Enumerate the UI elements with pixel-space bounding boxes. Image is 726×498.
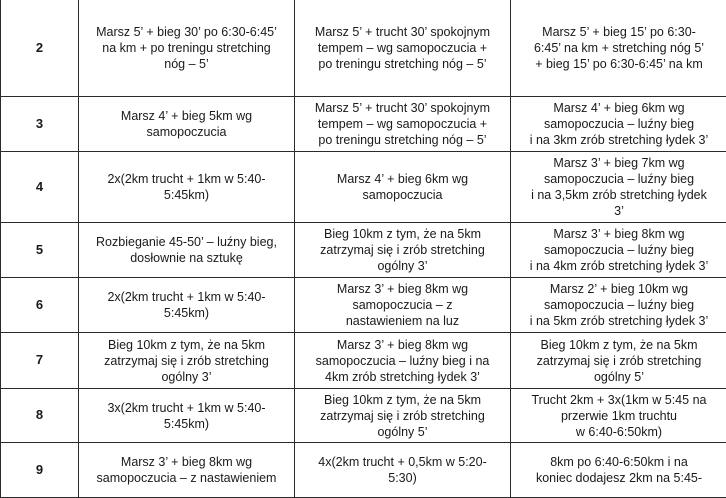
table-row <box>1 278 726 333</box>
training-cell: Marsz 3’ + bieg 8km wg samopoczucia – z nastawieniem <box>79 443 295 498</box>
week-number: 7 <box>1 333 79 389</box>
training-cell: Rozbieganie 45-50’ – luźny bieg, dosłownie na sztukę <box>79 223 295 278</box>
week-number: 4 <box>1 152 79 223</box>
week-number: 3 <box>1 97 79 152</box>
training-cell: Marsz 5’ + trucht 30’ spokojnym tempem – wg samopoczucia + po treningu stretching nóg – 5’ <box>295 97 511 152</box>
training-cell: Marsz 4’ + bieg 6km wg samopoczucia – luźny bieg i na 3km zrób stretching łydek 3’ <box>511 97 726 152</box>
week-number: 2 <box>1 0 79 97</box>
training-cell: Marsz 5’ + trucht 30’ spokojnym tempem – wg samopoczucia + po treningu stretching nóg – 5’ <box>295 0 511 97</box>
table-row <box>1 333 726 389</box>
training-cell: 2x(2km trucht + 1km w 5:40- 5:45km) <box>79 152 295 223</box>
training-cell: Bieg 10km z tym, że na 5km zatrzymaj się i zrób stretching ogólny 3’ <box>79 333 295 389</box>
training-cell: 4x(2km trucht + 0,5km w 5:20- 5:30) <box>295 443 511 498</box>
training-cell: Marsz 3’ + bieg 8km wg samopoczucia – luźny bieg i na 4km zrób stretching łydek 3’ <box>511 223 726 278</box>
training-cell: Marsz 5’ + bieg 15’ po 6:30- 6:45’ na km + stretching nóg 5’ + bieg 15’ po 6:30-6:45’ na km <box>511 0 726 97</box>
table-row <box>1 389 726 443</box>
training-cell: Bieg 10km z tym, że na 5km zatrzymaj się i zrób stretching ogólny 5’ <box>511 333 726 389</box>
training-cell: Marsz 4’ + bieg 5km wg samopoczucia <box>79 97 295 152</box>
training-cell: Marsz 3’ + bieg 7km wg samopoczucia – luźny bieg i na 3,5km zrób stretching łydek 3’ <box>511 152 726 223</box>
training-cell: Trucht 2km + 3x(1km w 5:45 na przerwie 1km truchtu w 6:40-6:50km) <box>511 389 726 443</box>
training-cell: Marsz 3’ + bieg 8km wg samopoczucia – z nastawieniem na luz <box>295 278 511 333</box>
training-cell: 2x(2km trucht + 1km w 5:40- 5:45km) <box>79 278 295 333</box>
week-number: 8 <box>1 389 79 443</box>
week-number: 6 <box>1 278 79 333</box>
training-cell: Marsz 5’ + bieg 30’ po 6:30-6:45’ na km + po treningu stretching nóg – 5’ <box>79 0 295 97</box>
table-row <box>1 0 726 97</box>
training-cell: Marsz 2’ + bieg 10km wg samopoczucia – luźny bieg i na 5km zrób stretching łydek 3’ <box>511 278 726 333</box>
week-number: 9 <box>1 443 79 498</box>
training-cell: 8km po 6:40-6:50km i na koniec dodajesz 2km na 5:45- <box>511 443 726 498</box>
training-cell: Marsz 3’ + bieg 8km wg samopoczucia – luźny bieg i na 4km zrób stretching łydek 3’ <box>295 333 511 389</box>
training-cell: 3x(2km trucht + 1km w 5:40- 5:45km) <box>79 389 295 443</box>
table-row <box>1 443 726 498</box>
table-row <box>1 97 726 152</box>
training-cell: Marsz 4’ + bieg 6km wg samopoczucia <box>295 152 511 223</box>
week-number: 5 <box>1 223 79 278</box>
table-row <box>1 223 726 278</box>
training-cell: Bieg 10km z tym, że na 5km zatrzymaj się i zrób stretching ogólny 3’ <box>295 223 511 278</box>
table-row <box>1 152 726 223</box>
training-cell: Bieg 10km z tym, że na 5km zatrzymaj się i zrób stretching ogólny 5’ <box>295 389 511 443</box>
